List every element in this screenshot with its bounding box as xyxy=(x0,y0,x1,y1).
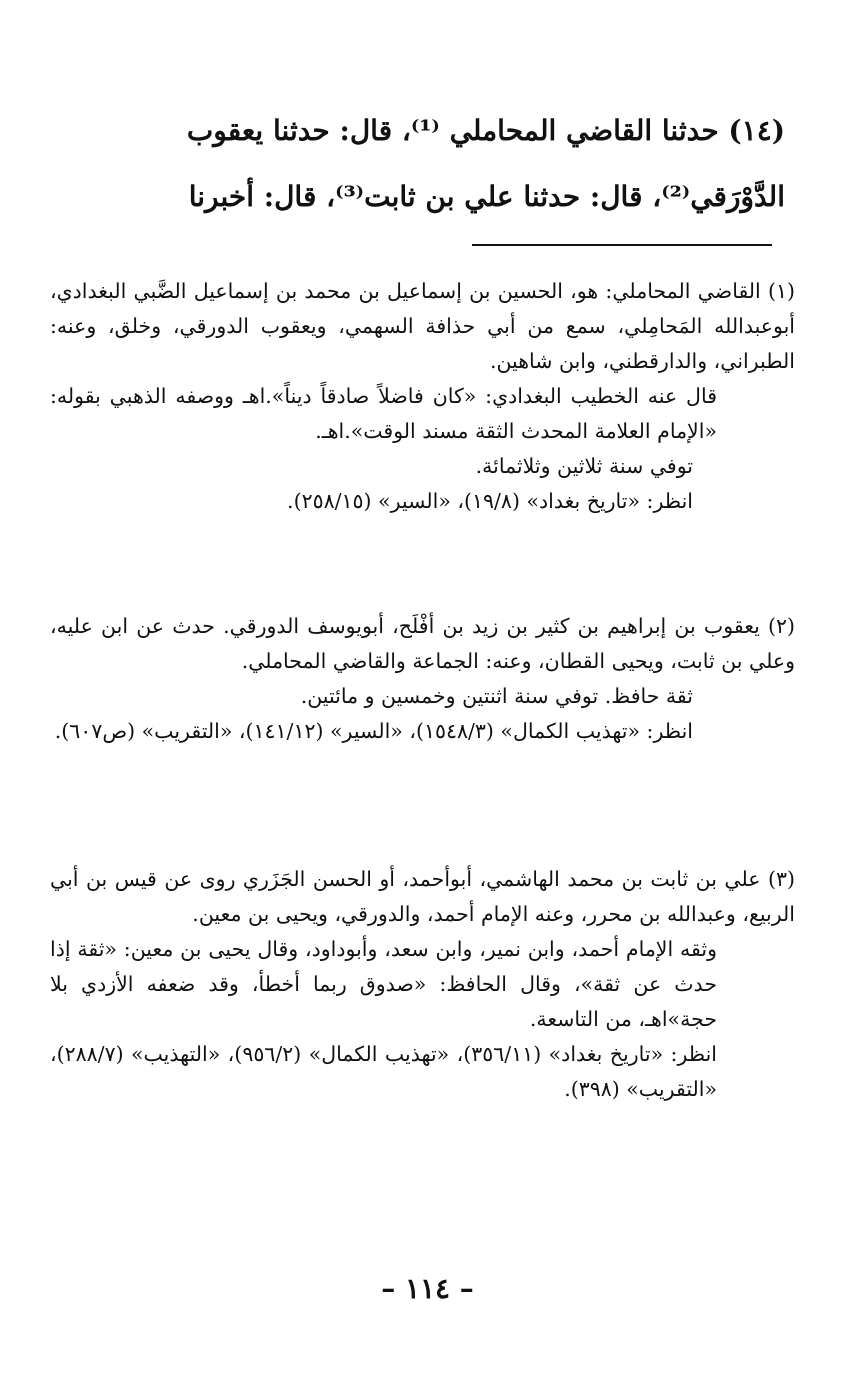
footnote-2-refs: انظر: «تهذيب الكمال» (١٥٤٨/٣)، «السير» (١٤١/١٢)، «التقريب» (ص٦٠٧). xyxy=(54,719,693,743)
footnote-separator xyxy=(472,244,772,246)
footnote-1-death: توفي سنة ثلاثين وثلاثمائة. xyxy=(475,454,693,478)
page-number: – ١١٤ – xyxy=(381,1272,474,1305)
main-text-line-2: الدَّوْرَقي⁽²⁾، قال: حدثنا علي بن ثابت⁽³⁾، قال: أخبرنا xyxy=(188,180,785,213)
footnote-1-refs: انظر: «تاريخ بغداد» (١٩/٨)، «السير» (٢٥٨/١٥). xyxy=(287,489,693,513)
footnote-1-bio: (١) القاضي المحاملي: هو، الحسين بن إسماعيل بن محمد بن إسماعيل الضَّبي البغدادي، أبوعبدالله المَحامِلي، سمع من أبي حذافة السهمي، ويعقوب الدورقي، وخلق، وعنه: الطبراني، والدارقطني، وابن شاهين. xyxy=(50,279,795,373)
footnote-3-refs: انظر: «تاريخ بغداد» (٣٥٦/١١)، «تهذيب الكمال» (٩٥٦/٢)، «التهذيب» (٢٨٨/٧)، «التقريب» (٣٩٨). xyxy=(50,1042,717,1101)
footnote-1 xyxy=(50,274,795,519)
footnote-3-bio: (٣) علي بن ثابت بن محمد الهاشمي، أبوأحمد، أو الحسن الجَزَري روى عن قيس بن أبي الربيع، وعبدالله بن محرر، وعنه الإمام أحمد، والدورقي، ويحيى بن معين. xyxy=(50,867,796,926)
footnote-2-grade: ثقة حافظ. توفي سنة اثنتين وخمسين و مائتين. xyxy=(300,684,693,708)
footnote-1-quote: قال عنه الخطيب البغدادي: «كان فاضلاً صادقاً ديناً».اهـ ووصفه الذهبي بقوله: «الإمام العلامة المحدث الثقة مسند الوقت».اهـ. xyxy=(50,384,717,443)
main-text xyxy=(50,98,785,230)
footnote-2-bio: (٢) يعقوب بن إبراهيم بن كثير بن زيد بن أفْلَح، أبويوسف الدورقي. حدث عن ابن عليه، وعلي بن ثابت، ويحيى القطان، وعنه: الجماعة والقاضي المحاملي. xyxy=(50,614,795,673)
footnote-3-grade: وثقه الإمام أحمد، وابن نمير، وابن سعد، وأبوداود، وقال يحيى بن معين: «ثقة إذا حدث عن ثقة»، وقال الحافظ: «صدوق ربما أخطأ، وقد ضعفه الأزدي بلا حجة»اهـ، من التاسعة. xyxy=(50,937,717,1031)
footnote-2 xyxy=(50,609,795,749)
main-text-line-1: (١٤) حدثنا القاضي المحاملي ⁽¹⁾، قال: حدثنا يعقوب xyxy=(186,114,785,147)
footnote-3 xyxy=(50,862,795,1107)
